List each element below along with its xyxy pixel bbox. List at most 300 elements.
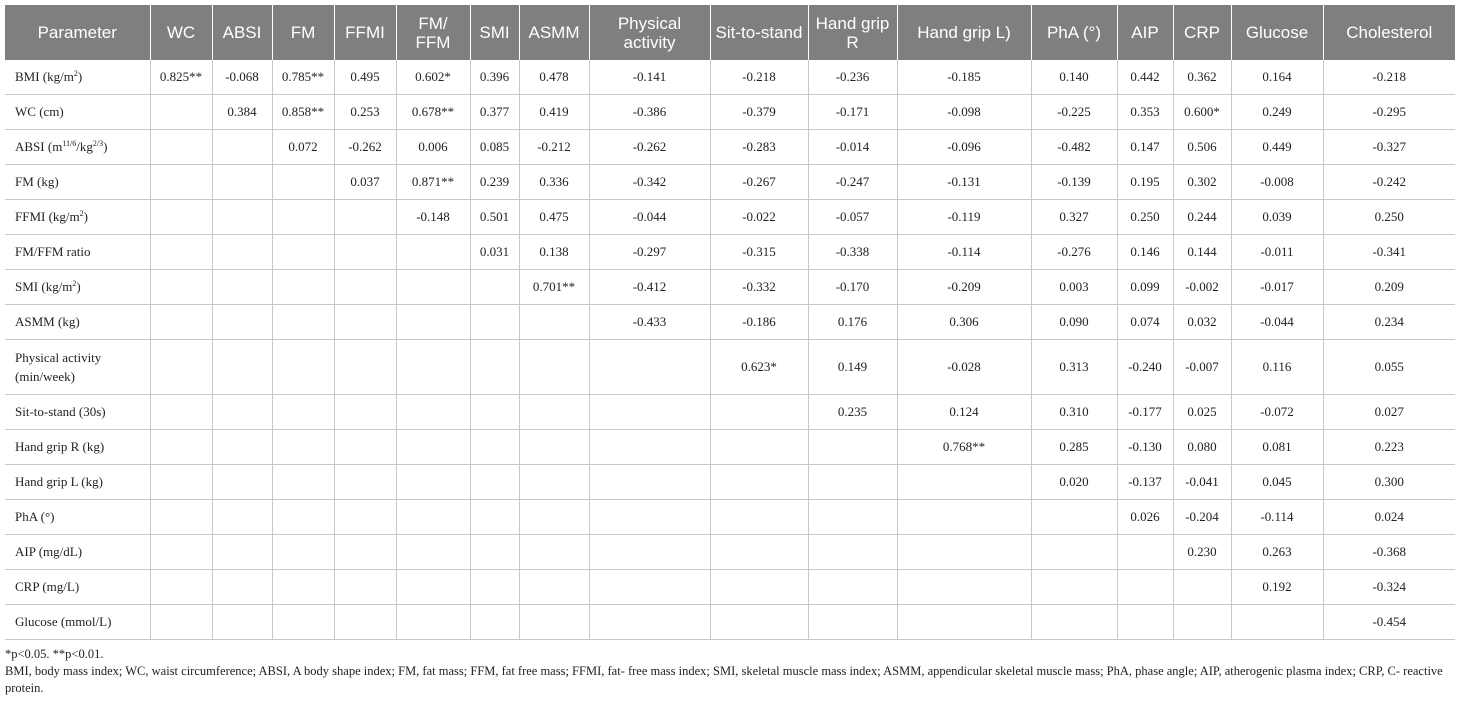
table-cell: [212, 200, 272, 235]
table-cell: 0.327: [1031, 200, 1117, 235]
table-cell: -0.044: [589, 200, 710, 235]
table-cell: -0.327: [1323, 130, 1455, 165]
table-cell: [212, 305, 272, 340]
table-cell: [519, 605, 589, 640]
table-cell: [519, 305, 589, 340]
table-cell: 0.037: [334, 165, 396, 200]
table-cell: 0.020: [1031, 465, 1117, 500]
column-header: SMI: [470, 5, 519, 60]
column-header: Sit-to-stand: [710, 5, 808, 60]
table-cell: -0.368: [1323, 535, 1455, 570]
table-cell: -0.412: [589, 270, 710, 305]
table-row: [5, 465, 1455, 500]
table-cell: [272, 500, 334, 535]
table-cell: -0.262: [334, 130, 396, 165]
table-cell: -0.218: [1323, 60, 1455, 95]
table-cell: [272, 340, 334, 395]
row-label-text: Sit-to-stand (30s): [15, 404, 106, 419]
column-header: WC: [150, 5, 212, 60]
table-cell: 0.825**: [150, 60, 212, 95]
table-cell: 0.442: [1117, 60, 1173, 95]
table-cell: [1173, 570, 1231, 605]
row-label-superscript: 2: [79, 209, 84, 218]
table-cell: -0.240: [1117, 340, 1173, 395]
table-cell: 0.045: [1231, 465, 1323, 500]
table-cell: [272, 200, 334, 235]
table-cell: [396, 270, 470, 305]
row-label-text: CRP (mg/L): [15, 579, 80, 594]
table-cell: 0.192: [1231, 570, 1323, 605]
table-cell: [396, 500, 470, 535]
table-cell: 0.164: [1231, 60, 1323, 95]
table-cell: 0.138: [519, 235, 589, 270]
table-cell: -0.454: [1323, 605, 1455, 640]
table-cell: [470, 305, 519, 340]
row-label-text: FM/FFM ratio: [15, 244, 91, 259]
row-label: [5, 340, 150, 395]
table-cell: 0.080: [1173, 430, 1231, 465]
table-cell: -0.137: [1117, 465, 1173, 500]
table-cell: [212, 570, 272, 605]
table-cell: [1031, 500, 1117, 535]
table-cell: [272, 570, 334, 605]
table-cell: 0.031: [470, 235, 519, 270]
table-cell: [519, 340, 589, 395]
table-cell: 0.244: [1173, 200, 1231, 235]
table-cell: [396, 430, 470, 465]
table-cell: [212, 605, 272, 640]
table-cell: [1231, 605, 1323, 640]
table-cell: [1117, 605, 1173, 640]
table-cell: [272, 305, 334, 340]
row-label-text: SMI (kg/m: [15, 279, 73, 294]
row-label-text: Physical activity (min/week): [15, 350, 102, 384]
table-cell: [396, 570, 470, 605]
table-cell: -0.017: [1231, 270, 1323, 305]
table-cell: [1031, 535, 1117, 570]
table-cell: -0.114: [897, 235, 1031, 270]
table-cell: [710, 465, 808, 500]
column-header-parameter: Parameter: [5, 5, 150, 60]
table-row: [5, 430, 1455, 465]
table-cell: 0.501: [470, 200, 519, 235]
table-cell: 0.478: [519, 60, 589, 95]
row-label-text: BMI (kg/m: [15, 69, 74, 84]
table-cell: -0.139: [1031, 165, 1117, 200]
table-cell: -0.332: [710, 270, 808, 305]
table-cell: [334, 570, 396, 605]
table-cell: [212, 340, 272, 395]
table-cell: 0.306: [897, 305, 1031, 340]
table-cell: [589, 395, 710, 430]
table-cell: [272, 395, 334, 430]
table-cell: [272, 235, 334, 270]
table-cell: 0.623*: [710, 340, 808, 395]
table-cell: [897, 570, 1031, 605]
table-cell: -0.341: [1323, 235, 1455, 270]
table-cell: -0.324: [1323, 570, 1455, 605]
table-cell: -0.212: [519, 130, 589, 165]
table-cell: 0.239: [470, 165, 519, 200]
table-cell: [589, 570, 710, 605]
table-cell: -0.130: [1117, 430, 1173, 465]
table-cell: [897, 605, 1031, 640]
table-cell: [150, 500, 212, 535]
table-row: [5, 165, 1455, 200]
table-cell: 0.144: [1173, 235, 1231, 270]
table-cell: [396, 535, 470, 570]
table-cell: [710, 500, 808, 535]
table-cell: -0.379: [710, 95, 808, 130]
table-cell: -0.002: [1173, 270, 1231, 305]
table-cell: -0.141: [589, 60, 710, 95]
table-row: [5, 235, 1455, 270]
row-label-superscript: 11/6: [62, 139, 77, 148]
table-cell: -0.204: [1173, 500, 1231, 535]
column-header: ASMM: [519, 5, 589, 60]
table-cell: 0.072: [272, 130, 334, 165]
table-cell: [519, 535, 589, 570]
table-cell: -0.057: [808, 200, 897, 235]
table-cell: -0.185: [897, 60, 1031, 95]
table-cell: [396, 235, 470, 270]
table-cell: [589, 535, 710, 570]
table-cell: 0.701**: [519, 270, 589, 305]
table-cell: 0.024: [1323, 500, 1455, 535]
table-cell: [589, 605, 710, 640]
table-cell: [272, 535, 334, 570]
table-cell: [1031, 570, 1117, 605]
table-cell: [150, 570, 212, 605]
table-cell: [272, 430, 334, 465]
table-cell: 0.396: [470, 60, 519, 95]
table-cell: 0.055: [1323, 340, 1455, 395]
table-cell: [212, 165, 272, 200]
table-cell: -0.433: [589, 305, 710, 340]
table-cell: 0.263: [1231, 535, 1323, 570]
table-cell: -0.170: [808, 270, 897, 305]
table-cell: -0.008: [1231, 165, 1323, 200]
table-cell: [589, 465, 710, 500]
table-cell: [334, 605, 396, 640]
table-cell: [1117, 535, 1173, 570]
table-cell: [808, 430, 897, 465]
row-label: [5, 165, 150, 200]
table-cell: [519, 395, 589, 430]
table-cell: -0.177: [1117, 395, 1173, 430]
table-cell: 0.149: [808, 340, 897, 395]
table-cell: 0.081: [1231, 430, 1323, 465]
table-container: [5, 5, 1455, 697]
table-cell: -0.072: [1231, 395, 1323, 430]
row-label: [5, 130, 150, 165]
table-cell: 0.140: [1031, 60, 1117, 95]
table-cell: 0.006: [396, 130, 470, 165]
table-cell: 0.858**: [272, 95, 334, 130]
table-cell: [334, 305, 396, 340]
table-cell: [589, 500, 710, 535]
table-cell: [470, 605, 519, 640]
header-row: [5, 5, 1455, 60]
row-label-text: FFMI (kg/m: [15, 209, 80, 224]
column-header: FM/ FFM: [396, 5, 470, 60]
row-label-text: ): [77, 69, 83, 84]
table-cell: [470, 430, 519, 465]
table-cell: [334, 535, 396, 570]
table-cell: [710, 535, 808, 570]
table-cell: 0.300: [1323, 465, 1455, 500]
table-cell: [150, 395, 212, 430]
table-cell: -0.242: [1323, 165, 1455, 200]
table-cell: -0.098: [897, 95, 1031, 130]
table-cell: [272, 605, 334, 640]
row-label: [5, 605, 150, 640]
table-cell: [212, 430, 272, 465]
row-label-text: ): [103, 139, 108, 154]
table-cell: [272, 270, 334, 305]
table-cell: [1031, 605, 1117, 640]
table-cell: [150, 95, 212, 130]
table-cell: [150, 430, 212, 465]
table-cell: [212, 500, 272, 535]
table-cell: -0.338: [808, 235, 897, 270]
correlation-table: [5, 5, 1455, 640]
table-row: [5, 130, 1455, 165]
table-cell: [396, 395, 470, 430]
table-cell: -0.218: [710, 60, 808, 95]
table-cell: 0.090: [1031, 305, 1117, 340]
table-cell: -0.096: [897, 130, 1031, 165]
table-cell: [396, 605, 470, 640]
table-body: [5, 60, 1455, 640]
table-cell: [334, 500, 396, 535]
table-cell: 0.085: [470, 130, 519, 165]
table-cell: 0.124: [897, 395, 1031, 430]
table-cell: -0.342: [589, 165, 710, 200]
column-header: Cholesterol: [1323, 5, 1455, 60]
table-cell: [710, 430, 808, 465]
table-cell: [808, 535, 897, 570]
table-cell: 0.235: [808, 395, 897, 430]
row-label-text: WC (cm): [15, 104, 64, 119]
table-cell: [272, 465, 334, 500]
table-cell: 0.336: [519, 165, 589, 200]
table-cell: [470, 570, 519, 605]
table-cell: [589, 430, 710, 465]
table-cell: [897, 465, 1031, 500]
table-cell: [710, 605, 808, 640]
table-cell: [470, 395, 519, 430]
table-row: [5, 535, 1455, 570]
table-cell: -0.297: [589, 235, 710, 270]
table-cell: [212, 235, 272, 270]
table-cell: [334, 235, 396, 270]
table-cell: [396, 340, 470, 395]
column-header: Hand grip L): [897, 5, 1031, 60]
table-cell: [808, 465, 897, 500]
table-cell: [710, 395, 808, 430]
table-cell: [519, 500, 589, 535]
table-cell: -0.148: [396, 200, 470, 235]
table-cell: [808, 500, 897, 535]
table-cell: 0.602*: [396, 60, 470, 95]
row-label: [5, 535, 150, 570]
table-cell: [897, 535, 1031, 570]
table-cell: -0.386: [589, 95, 710, 130]
table-cell: [396, 465, 470, 500]
table-cell: [334, 270, 396, 305]
table-cell: [150, 305, 212, 340]
table-cell: [470, 465, 519, 500]
abbreviations-note: BMI, body mass index; WC, waist circumference; ABSI, A body shape index; FM, fat mass; FFM, fat free mass; FFMI, fat- free mass index; SMI, skeletal muscle mass index; ASMM, appendicular skeletal muscle mass; PhA, phase angle; AIP, atherogenic plasma index; CRP, C- reactive protein.: [5, 664, 1443, 695]
table-cell: -0.014: [808, 130, 897, 165]
table-cell: [519, 465, 589, 500]
table-cell: 0.003: [1031, 270, 1117, 305]
table-cell: 0.302: [1173, 165, 1231, 200]
column-header: Hand grip R: [808, 5, 897, 60]
table-cell: [334, 465, 396, 500]
table-cell: -0.262: [589, 130, 710, 165]
row-label: [5, 270, 150, 305]
table-cell: [212, 130, 272, 165]
table-cell: -0.283: [710, 130, 808, 165]
row-label: [5, 95, 150, 130]
table-cell: [150, 165, 212, 200]
table-cell: 0.230: [1173, 535, 1231, 570]
table-cell: 0.285: [1031, 430, 1117, 465]
table-cell: [334, 395, 396, 430]
table-cell: -0.131: [897, 165, 1031, 200]
column-header: Glucose: [1231, 5, 1323, 60]
table-cell: -0.315: [710, 235, 808, 270]
table-cell: [1173, 605, 1231, 640]
row-label-text: AIP (mg/dL): [15, 544, 83, 559]
table-cell: -0.186: [710, 305, 808, 340]
row-label-text: ABSI (m: [15, 139, 63, 154]
row-label-text: Glucose (mmol/L): [15, 614, 112, 629]
table-cell: 0.310: [1031, 395, 1117, 430]
table-cell: 0.495: [334, 60, 396, 95]
row-label-text: /kg: [76, 139, 93, 154]
table-cell: -0.068: [212, 60, 272, 95]
table-cell: [150, 535, 212, 570]
row-label-superscript: 2: [72, 279, 77, 288]
row-label: [5, 200, 150, 235]
table-row: [5, 500, 1455, 535]
table-cell: 0.116: [1231, 340, 1323, 395]
table-cell: 0.871**: [396, 165, 470, 200]
table-row: [5, 95, 1455, 130]
column-header: FM: [272, 5, 334, 60]
table-row: [5, 570, 1455, 605]
column-header: PhA (°): [1031, 5, 1117, 60]
table-cell: [150, 235, 212, 270]
table-cell: -0.171: [808, 95, 897, 130]
table-cell: [212, 270, 272, 305]
table-cell: 0.768**: [897, 430, 1031, 465]
table-cell: -0.041: [1173, 465, 1231, 500]
table-cell: [212, 395, 272, 430]
table-row: [5, 340, 1455, 395]
table-cell: [710, 570, 808, 605]
table-cell: -0.028: [897, 340, 1031, 395]
table-footnotes: [5, 646, 1455, 697]
table-cell: [808, 570, 897, 605]
table-cell: 0.384: [212, 95, 272, 130]
table-cell: 0.234: [1323, 305, 1455, 340]
row-label: [5, 500, 150, 535]
table-cell: -0.119: [897, 200, 1031, 235]
table-cell: -0.267: [710, 165, 808, 200]
row-label-text: ASMM (kg): [15, 314, 80, 329]
table-cell: [150, 465, 212, 500]
table-cell: [150, 605, 212, 640]
table-cell: 0.600*: [1173, 95, 1231, 130]
table-cell: 0.313: [1031, 340, 1117, 395]
row-label-text: Hand grip R (kg): [15, 439, 105, 454]
table-cell: [470, 535, 519, 570]
row-label: [5, 60, 150, 95]
table-cell: -0.276: [1031, 235, 1117, 270]
table-cell: 0.099: [1117, 270, 1173, 305]
table-cell: 0.195: [1117, 165, 1173, 200]
table-cell: [334, 200, 396, 235]
column-header: Physical activity: [589, 5, 710, 60]
table-cell: -0.044: [1231, 305, 1323, 340]
table-cell: [1117, 570, 1173, 605]
table-cell: [212, 535, 272, 570]
table-cell: -0.114: [1231, 500, 1323, 535]
table-cell: 0.146: [1117, 235, 1173, 270]
table-cell: -0.482: [1031, 130, 1117, 165]
row-label: [5, 305, 150, 340]
table-row: [5, 200, 1455, 235]
table-cell: 0.223: [1323, 430, 1455, 465]
row-label: [5, 430, 150, 465]
significance-note: *p<0.05. **p<0.01.: [5, 647, 104, 661]
table-cell: [212, 465, 272, 500]
table-cell: [808, 605, 897, 640]
table-cell: 0.678**: [396, 95, 470, 130]
table-cell: [272, 165, 334, 200]
table-cell: [396, 305, 470, 340]
table-cell: [150, 130, 212, 165]
table-cell: [334, 430, 396, 465]
table-cell: 0.209: [1323, 270, 1455, 305]
table-cell: [334, 340, 396, 395]
table-cell: 0.032: [1173, 305, 1231, 340]
table-cell: 0.377: [470, 95, 519, 130]
table-row: [5, 305, 1455, 340]
table-cell: [150, 200, 212, 235]
table-cell: 0.475: [519, 200, 589, 235]
table-cell: [589, 340, 710, 395]
row-label-superscript: 2: [73, 69, 78, 78]
table-cell: -0.007: [1173, 340, 1231, 395]
table-row: [5, 605, 1455, 640]
table-row: [5, 60, 1455, 95]
row-label-text: PhA (°): [15, 509, 55, 524]
table-cell: -0.225: [1031, 95, 1117, 130]
table-cell: 0.026: [1117, 500, 1173, 535]
table-cell: [470, 270, 519, 305]
table-cell: 0.039: [1231, 200, 1323, 235]
table-cell: -0.295: [1323, 95, 1455, 130]
table-cell: -0.236: [808, 60, 897, 95]
table-cell: 0.785**: [272, 60, 334, 95]
table-cell: -0.022: [710, 200, 808, 235]
table-cell: 0.250: [1117, 200, 1173, 235]
